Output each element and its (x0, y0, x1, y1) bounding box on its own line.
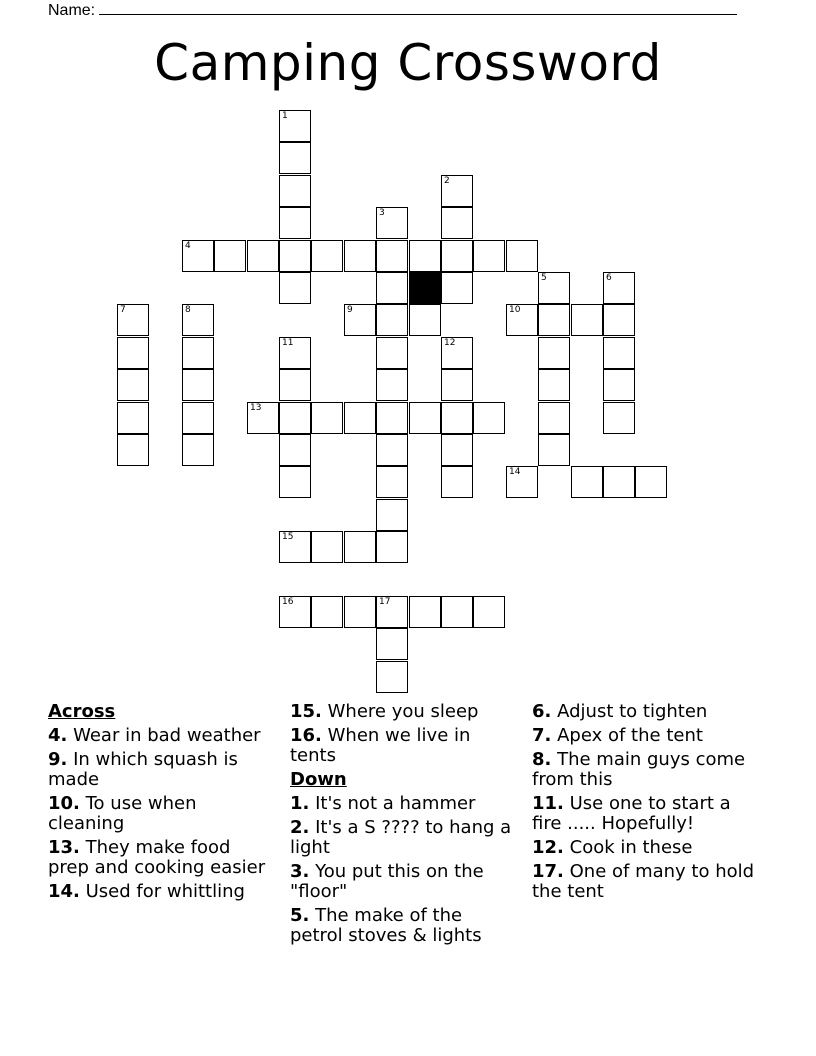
grid-cell[interactable] (571, 304, 603, 336)
grid-cell[interactable] (376, 369, 408, 401)
grid-cell[interactable] (571, 466, 603, 498)
grid-cell[interactable] (376, 207, 408, 239)
clue-down-11: 11. Use one to start a fire ..... Hopefully! (532, 793, 731, 834)
grid-cell[interactable] (441, 466, 473, 498)
clue-across-9: 9. In which squash is made (48, 749, 238, 790)
grid-cell[interactable] (538, 402, 570, 434)
grid-cell[interactable] (506, 304, 538, 336)
grid-cell[interactable] (506, 240, 538, 272)
grid-cell[interactable] (344, 240, 376, 272)
grid-cell[interactable] (247, 240, 279, 272)
clue-down-2: 2. It's a S ???? to hang a light (290, 817, 512, 858)
grid-cell[interactable] (376, 402, 408, 434)
clue-across-14: 14. Used for whittling (48, 881, 245, 902)
grid-cell[interactable] (117, 434, 149, 466)
grid-cell[interactable] (279, 142, 311, 174)
grid-cell[interactable] (376, 272, 408, 304)
grid-cell[interactable] (376, 304, 408, 336)
grid-cell[interactable] (344, 402, 376, 434)
cell-number: 8 (185, 305, 191, 315)
grid-cell[interactable] (376, 466, 408, 498)
grid-cell[interactable] (117, 402, 149, 434)
grid-cell[interactable] (279, 175, 311, 207)
grid-cell[interactable] (441, 272, 473, 304)
clue-down-17: 17. One of many to hold the tent (532, 861, 755, 902)
cell-number: 7 (120, 305, 126, 315)
clues-column-3 (532, 702, 757, 906)
clues-column-2 (290, 702, 515, 950)
grid-cell[interactable] (247, 402, 279, 434)
grid-cell[interactable] (311, 596, 343, 628)
clues-column-1 (48, 702, 273, 906)
clue-down-12: 12. Cook in these (532, 837, 693, 858)
grid-cell[interactable] (441, 596, 473, 628)
grid-cell[interactable] (117, 337, 149, 369)
cell-number: 2 (444, 176, 450, 186)
grid-cell[interactable] (279, 402, 311, 434)
grid-cell[interactable] (279, 596, 311, 628)
grid-cell[interactable] (376, 434, 408, 466)
down-heading: Down (290, 769, 347, 790)
cell-number: 13 (250, 403, 262, 413)
grid-cell[interactable] (376, 661, 408, 693)
cell-number: 17 (379, 597, 391, 607)
clue-down-5: 5. The make of the petrol stoves & lights (290, 905, 482, 946)
grid-cell[interactable] (376, 596, 408, 628)
grid-cell[interactable] (538, 272, 570, 304)
grid-cell[interactable] (603, 402, 635, 434)
cell-number: 1 (282, 111, 288, 121)
grid-cell[interactable] (603, 272, 635, 304)
across-heading: Across (48, 701, 116, 722)
grid-cell[interactable] (279, 110, 311, 142)
grid-cell[interactable] (603, 466, 635, 498)
grid-cell[interactable] (376, 531, 408, 563)
cell-number: 16 (282, 597, 294, 607)
grid-cell[interactable] (506, 466, 538, 498)
cell-number: 6 (606, 273, 612, 283)
grid-cell[interactable] (117, 304, 149, 336)
cell-number: 15 (282, 532, 294, 542)
grid-cell[interactable] (441, 369, 473, 401)
grid-cell[interactable] (538, 434, 570, 466)
grid-cell[interactable] (603, 304, 635, 336)
grid-cell[interactable] (182, 369, 214, 401)
cell-number: 3 (379, 208, 385, 218)
clue-across-16: 16. When we live in tents (290, 725, 471, 766)
clue-across-13: 13. They make food prep and cooking easier (48, 837, 266, 878)
grid-cell[interactable] (538, 304, 570, 336)
grid-cell[interactable] (279, 240, 311, 272)
grid-cell[interactable] (538, 369, 570, 401)
clue-down-8: 8. The main guys come from this (532, 749, 746, 790)
clue-down-3: 3. You put this on the "floor" (290, 861, 484, 902)
grid-cell[interactable] (117, 369, 149, 401)
grid-cell[interactable] (311, 402, 343, 434)
cell-number: 14 (509, 467, 521, 477)
grid-cell[interactable] (376, 628, 408, 660)
grid-cell[interactable] (182, 337, 214, 369)
clue-across-15: 15. Where you sleep (290, 701, 479, 722)
grid-cell[interactable] (376, 240, 408, 272)
grid-cell[interactable] (344, 304, 376, 336)
page-title: Camping Crossword (154, 34, 662, 92)
grid-cell[interactable] (473, 402, 505, 434)
grid-cell[interactable] (473, 240, 505, 272)
grid-cell[interactable] (311, 240, 343, 272)
grid-cell[interactable] (279, 207, 311, 239)
grid-cell[interactable] (182, 434, 214, 466)
grid-cell[interactable] (376, 337, 408, 369)
cell-number: 5 (541, 273, 547, 283)
cell-number: 9 (347, 305, 353, 315)
grid-cell[interactable] (635, 466, 667, 498)
grid-cell[interactable] (182, 304, 214, 336)
grid-cell[interactable] (344, 531, 376, 563)
clue-across-10: 10. To use when cleaning (48, 793, 197, 834)
grid-cell[interactable] (182, 240, 214, 272)
grid-cell[interactable] (279, 466, 311, 498)
grid-cell[interactable] (279, 272, 311, 304)
grid-cell[interactable] (603, 369, 635, 401)
grid-cell[interactable] (409, 596, 441, 628)
grid-cell[interactable] (279, 369, 311, 401)
clue-across-4: 4. Wear in bad weather (48, 725, 261, 746)
clue-down-1: 1. It's not a hammer (290, 793, 476, 814)
grid-cell[interactable] (441, 402, 473, 434)
grid-cell[interactable] (409, 304, 441, 336)
grid-cell[interactable] (409, 402, 441, 434)
grid-cell[interactable] (603, 337, 635, 369)
grid-cell[interactable] (473, 596, 505, 628)
cell-number: 12 (444, 338, 456, 348)
grid-cell[interactable] (409, 240, 441, 272)
name-label: Name: (48, 2, 96, 19)
cell-number: 11 (282, 338, 294, 348)
clue-down-7: 7. Apex of the tent (532, 725, 703, 746)
grid-cell[interactable] (538, 337, 570, 369)
grid-cell[interactable] (182, 402, 214, 434)
grid-cell[interactable] (376, 499, 408, 531)
cell-number: 10 (509, 305, 521, 315)
cell-number: 4 (185, 241, 191, 251)
grid-cell[interactable] (441, 207, 473, 239)
grid-cell[interactable] (279, 434, 311, 466)
grid-cell[interactable] (441, 175, 473, 207)
clue-down-6: 6. Adjust to tighten (532, 701, 708, 722)
grid-cell[interactable] (441, 434, 473, 466)
grid-cell[interactable] (344, 596, 376, 628)
grid-cell[interactable] (214, 240, 246, 272)
grid-cell[interactable] (279, 531, 311, 563)
grid-cell[interactable] (441, 240, 473, 272)
grid-cell[interactable] (279, 337, 311, 369)
grid-cell[interactable] (441, 337, 473, 369)
grid-cell[interactable] (311, 531, 343, 563)
black-cell (409, 272, 441, 304)
